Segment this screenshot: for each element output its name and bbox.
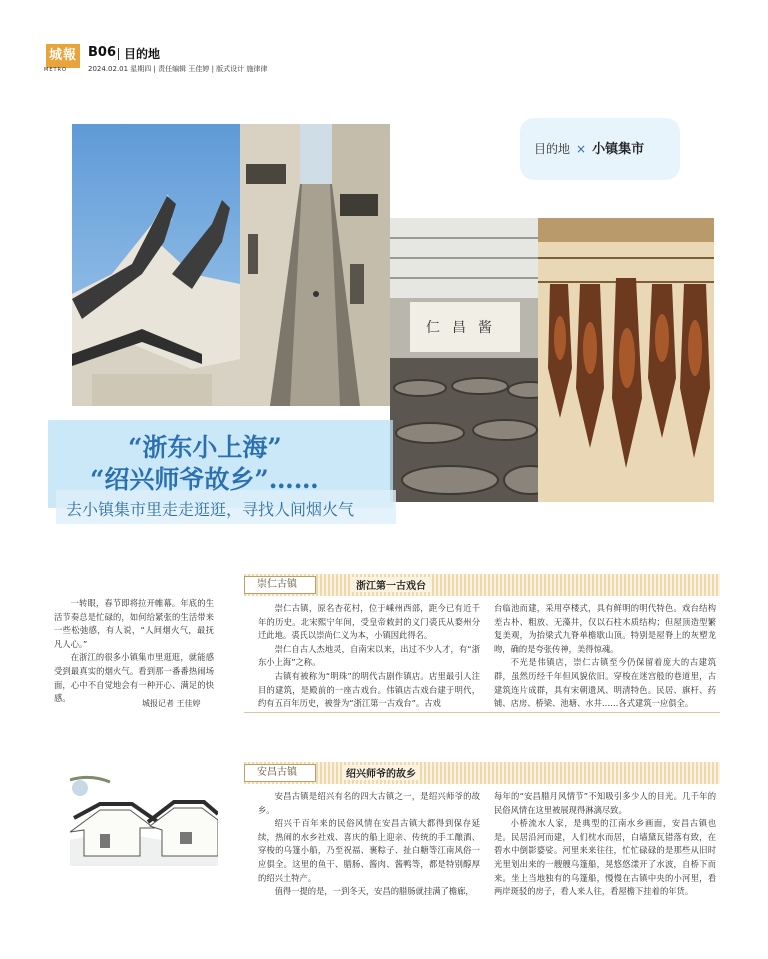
section-title: 浙江第一古戏台 [352,577,430,592]
section2-column-1 [258,790,480,899]
section-name: 目的地 [124,47,161,61]
badge-category: 小镇集市 [592,142,645,157]
intro-paragraph: 一转眼，春节即将拉开帷幕。年底的生活节奏总是忙碌的，如何给紧张的生活带来一些松弛感，有人说，“人间烟火气，最抚凡人心。” [54,598,214,649]
badge-left: 目的地 [534,142,571,156]
body-paragraph: 值得一提的是，一到冬天，安昌的腊肠就挂满了檐廊， [274,886,474,897]
section1-column-2 [494,602,716,711]
section-tag: 安昌古镇 [244,764,316,782]
body-paragraph: 小桥流水人家，是典型的江南水乡画面，安昌古镇也是。民居沿河而建，人们枕水而居，白墙黛瓦错落有致，在碧水中倒影婆娑。河里来来往往，忙忙碌碌的是那些从旧时光里划出来的一艘艘乌篷船，晃悠悠漾开了水波，自桥下而来。坐上当地独有的乌篷船，慢慢在古镇中央的小河里，看两岸斑驳的房子，看人来人往，看屋檐下挂着的年货。 [494,818,716,897]
masthead [42,40,422,80]
page-number: B06 [88,45,116,60]
photo-roof-eaves [72,124,240,406]
svg-text:昌: 昌 [452,320,466,336]
column-badge [534,138,644,157]
divider [118,48,119,60]
photo-hanging-cured-meat [538,218,714,502]
illustration-water-town [70,770,218,866]
byline: 城报记者 王佳婷 [142,699,201,708]
body-paragraph: 每年的“安昌腊月风情节”不知吸引多少人的目光。几千年的民俗风情在这里被展现得淋漓尽致。 [494,791,716,815]
body-paragraph: 安昌古镇是绍兴有名的四大古镇之一，是绍兴师爷的故乡。 [258,791,480,815]
section2-column-2 [494,790,716,899]
body-paragraph: 绍兴千百年来的民俗风情在安昌古镇大都得到保存延续，热闹的水乡社戏、喜庆的船上迎亲、传统的手工酿酒、穿梭的乌篷小船，乃至祝福、裹粽子、扯白糖等江南风俗一应俱全。这里的鱼干、腊肠、酱肉、酱鸭等，都是特别醇厚的绍兴土特产。 [258,818,480,883]
photo-wine-jars [390,218,538,502]
section-header-anchang [244,762,720,784]
intro-paragraph: 在浙江的很多小镇集市里逛逛，就能感受到最真实的烟火气。看到那一番番热闹场面，心中不自觉地会有一种开心、满足的快感。 [54,652,214,704]
logo-subtitle: METRO [44,67,67,73]
body-paragraph: 古镇有被称为“明珠”的明代古剧作镇店。店里最引人注目的建筑，是殿前的一座古戏台。伟镇店古戏台建于明代，约有五百年历史，被誉为“浙江第一古戏台”。古戏 [258,670,480,709]
issue-credits: 2024.02.01 星期四 | 责任编辑 王佳婷 | 版式设计 施律律 [88,65,268,73]
section1-column-1 [258,602,480,711]
body-paragraph: 不光是伟镇店，崇仁古镇至今仍保留着庞大的古建筑群，虽然历经千年但风貌依旧。穿梭在迷宫般的巷道里，古建筑连片成群，具有宋朝遗风、明清特色。民居、旗杆、药铺、店房、桥梁、池塘、水井……各式建筑一应俱全。 [494,657,716,709]
svg-text:仁: 仁 [426,320,440,336]
body-paragraph: 崇仁古镇，原名杏花村，位于嵊州西部，距今已有近千年的历史。北宋熙宁年间，受皇帝敕封的义门裘氏从婺州分迁此地。裘氏以崇尚仁义为本，小镇因此得名。 [258,603,480,641]
section-title: 绍兴师爷的故乡 [342,765,420,780]
section-rule [244,712,720,713]
headline-line-2: “绍兴师爷故乡”…… [90,465,319,494]
section-tag: 崇仁古镇 [244,576,316,594]
photo-narrow-alley [240,124,390,406]
body-paragraph: 崇仁自古人杰地灵，自南宋以来，出过不少人才，有“浙东小上海”之称。 [258,643,480,668]
body-paragraph: 台临池而建，采用亭楼式，具有鲜明的明代特色。戏台结构差古朴、粗放、无藻井，仅以石柱木质结构；但屋顶造型繁复美观，为抬梁式九脊单檐歇山顶。特别是屋脊上的灰塑龙吻，确的是夸张传神，美得惊魂。 [494,603,716,654]
intro-text [54,597,214,706]
subheadline: 去小镇集市里走走逛逛，寻找人间烟火气 [66,500,355,519]
svg-text:酱: 酱 [478,320,492,336]
newspaper-logo: 城報 [46,44,80,68]
section-header-chongren [244,574,720,596]
badge-separator: × [576,142,587,156]
headline-line-1: “浙东小上海” [128,433,282,462]
